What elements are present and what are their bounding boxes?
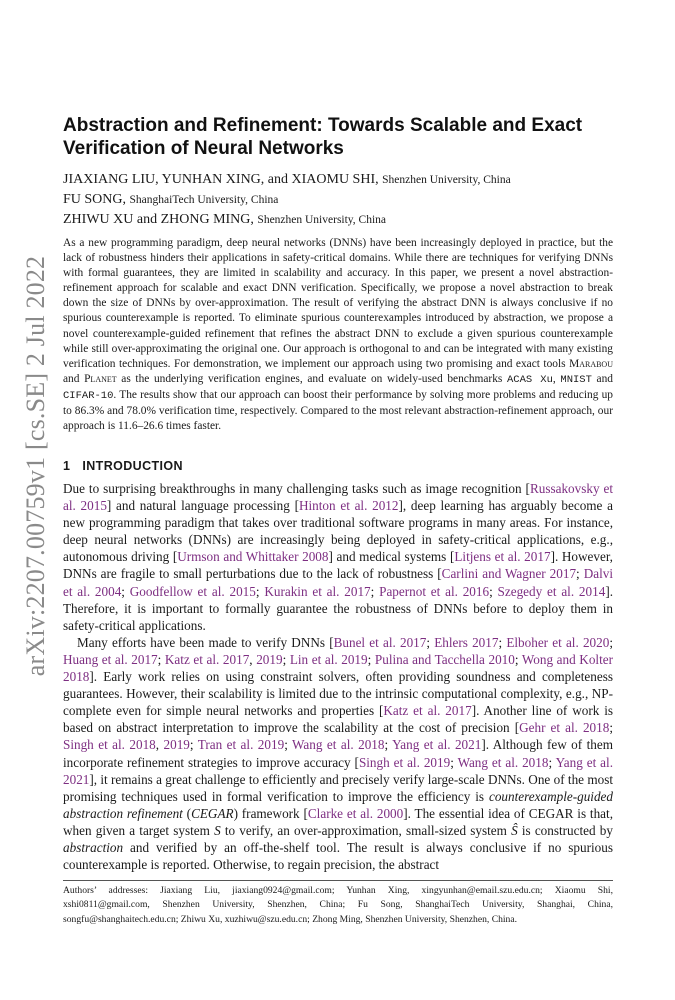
abstract-text: and: [63, 372, 80, 385]
citation-link[interactable]: Dalvi et al. 2004: [63, 566, 613, 599]
paragraph-text: ;: [609, 720, 614, 736]
citation-link[interactable]: Yang et al. 2021: [392, 737, 482, 753]
citation-link[interactable]: Wang et al. 2018: [457, 754, 549, 770]
paragraph-text: ]. Although few of them incorporate refinement strategies to improve accuracy [: [63, 737, 613, 770]
author-block: [63, 170, 623, 230]
abstract: [63, 236, 613, 434]
paragraph-text: ;: [189, 737, 198, 753]
introduction-body: [63, 480, 613, 873]
paragraph-text: ] and natural language processing [: [106, 498, 299, 514]
tool-name: Planet: [84, 372, 117, 385]
paragraph-text: ]. However, DNNs are fragile to small perturbations due to the lack of robustness [: [63, 549, 613, 582]
paragraph-text: ;: [576, 566, 584, 582]
paragraph-text: ;: [255, 583, 265, 599]
benchmark-name: MNIST: [560, 373, 592, 386]
benchmark-name: CIFAR-10: [63, 389, 114, 402]
abstract-text: As a new programming paradigm, deep neural networks (DNNs) have been increasingly deployed in practice, but the lack of robustness hinders their applications in safety-critical domains. While there are techniques for verifying DNNs with formal guarantees, they are limited in scalability and accuracy. In this paper, we present a novel abstraction-refinement approach for scalable and exact DNN verification. Specifically, we propose a novel abstraction to break down the size of DNNs by over-approximation. The result of verifying the abstract DNN is always conclusive if no spurious counterexample is reported. To eliminate spurious counterexamples introduced by abstraction, we propose a novel counterexample-guided refinement that refines the abstract DNN to exclude a given spurious counterexample while still over-approximating the original one. Our approach is orthogonal to and can be integrated with many existing verification techniques. For demonstration, we implement our approach using two promising and exact tools: [63, 237, 613, 370]
paragraph-text: ]. Therefore, it is important to formally guarantee the robustness of DNNs before to deploy them in safety-critical applications.: [63, 583, 614, 633]
citation-link[interactable]: Singh et al. 2018: [63, 737, 156, 753]
footnote-divider: [63, 880, 613, 881]
section-title: INTRODUCTION: [82, 459, 183, 473]
abstract-text: and: [596, 372, 613, 385]
citation-link[interactable]: Papernot et al. 2016: [379, 583, 490, 599]
author-affiliation: ShanghaiTech University, China: [129, 194, 279, 206]
citation-link[interactable]: Szegedy et al. 2014: [497, 583, 606, 599]
paragraph-text: ;: [157, 651, 165, 667]
paragraph: [63, 480, 613, 634]
abstract-text: as the underlying verification engines, and evaluate on widely-used benchmarks: [121, 372, 503, 385]
author-affiliation: Shenzhen University, China: [382, 174, 511, 186]
citation-link[interactable]: Katz et al. 2017: [164, 651, 250, 667]
author-line: [63, 210, 623, 230]
arxiv-stamp-text: arXiv:2207.00759v1 [cs.SE] 2 Jul 2022: [21, 255, 50, 677]
citation-link[interactable]: Huang et al. 2017: [63, 651, 158, 667]
citation-link[interactable]: Ehlers 2017: [434, 634, 499, 650]
citation-link[interactable]: Bunel et al. 2017: [333, 634, 427, 650]
author-affiliation: Shenzhen University, China: [257, 214, 387, 226]
paragraph: [63, 634, 613, 873]
paragraph-text: CEGAR: [191, 805, 234, 821]
paragraph-text: ,: [155, 737, 164, 753]
citation-link[interactable]: Lin et al. 2019: [289, 651, 368, 667]
citation-link[interactable]: 2019: [163, 737, 190, 753]
paragraph-text: is constructed by: [517, 822, 613, 838]
paragraph-text: to verify, an over-approximation, small-sized system: [220, 822, 512, 838]
citation-link[interactable]: Katz et al. 2017: [383, 703, 472, 719]
benchmark-name: ACAS Xu: [507, 373, 553, 386]
citation-link[interactable]: Kurakin et al. 2017: [264, 583, 371, 599]
citation-link[interactable]: Pulina and Tacchella 2010: [374, 651, 515, 667]
paragraph-text: Many efforts have been made to verify DNNs [: [77, 634, 334, 650]
paragraph-text: ]. The essential idea of CEGAR is that, when given a target system: [63, 805, 613, 838]
author-names: ZHIWU XU and ZHONG MING,: [63, 212, 254, 227]
abstract-text: ,: [552, 372, 556, 385]
paragraph-text: ,: [249, 651, 257, 667]
citation-link[interactable]: Urmson and Whittaker 2008: [177, 549, 329, 565]
paragraph-text: ], deep learning has arguably become a new programming paradigm that takes over traditional software programs in many areas. For instance, deep neural networks (DNNs) are increasingly being deployed in safety-critical applications, e.g., autonomous driving [: [63, 498, 613, 565]
paragraph-text: ) framework [: [233, 805, 308, 821]
paragraph-text: ;: [367, 651, 375, 667]
paragraph-text: (: [182, 805, 192, 821]
paragraph-text: ;: [548, 754, 556, 770]
citation-link[interactable]: Russakovsky et al. 2015: [63, 481, 613, 514]
paragraph-text: ;: [426, 634, 435, 650]
citation-link[interactable]: Litjens et al. 2017: [454, 549, 551, 565]
author-names: FU SONG,: [63, 192, 127, 207]
paragraph-text: ;: [498, 634, 507, 650]
author-line: [63, 170, 623, 190]
paragraph-text: ;: [370, 583, 380, 599]
abstract-text: . The results show that our approach can boost their performance by solving more problems and reducing up to 86.3% and 78.0% verification time, respectively. Compared to the most relevant abstraction-refinement approach, our approach is 11.6–26.6 times faster.: [63, 388, 613, 433]
paragraph-text: ], it remains a great challenge to efficiently and precisely verify large-scale DNNs. One of the most promising techniques used in formal verification to improve the efficiency is: [63, 771, 613, 804]
citation-link[interactable]: Elboher et al. 2020: [506, 634, 610, 650]
paragraph-text: ]. Another line of work is based on abstract interpretation to improve the scalability at the cost of precision [: [63, 703, 613, 736]
paragraph-text: ] and medical systems [: [328, 549, 455, 565]
author-line: [63, 190, 623, 210]
paragraph-text: Due to surprising breakthroughs in many challenging tasks such as image recognition [: [63, 481, 530, 496]
paragraph-text: abstraction: [63, 839, 124, 855]
paragraph-text: Ŝ: [511, 822, 518, 838]
citation-link[interactable]: Wong and Kolter 2018: [63, 651, 613, 685]
paragraph-text: ]. Early work relies on using constraint solvers, often providing soundness and completeness guarantees. However, their scalability is limited due to the intrinsic computational complexity, e.g., NP-complete even for simple neural networks and properties [: [63, 669, 613, 719]
author-names: JIAXIANG LIU, YUNHAN XING, and XIAOMU SHI,: [63, 172, 379, 187]
citation-link[interactable]: Goodfellow et al. 2015: [129, 583, 256, 599]
section-heading: [63, 459, 183, 473]
citation-link[interactable]: Wang et al. 2018: [292, 737, 385, 753]
paragraph-text: and verified by an off-the-shelf tool. The result is always conclusive if no spurious counterexample is reported. Otherwise, to regain precision, the abstract: [63, 839, 613, 873]
paragraph-text: ;: [384, 737, 393, 753]
citation-link[interactable]: Hinton et al. 2012: [298, 498, 399, 514]
paragraph-text: ;: [282, 651, 290, 667]
citation-link[interactable]: Singh et al. 2019: [358, 754, 451, 770]
paragraph-text: ;: [514, 651, 522, 667]
paragraph-text: ;: [284, 737, 293, 753]
citation-link[interactable]: Tran et al. 2019: [197, 737, 285, 753]
paragraph-text: counterexample-guided abstraction refinement: [63, 788, 613, 821]
tool-name: Marabou: [569, 357, 613, 370]
paragraph-text: ;: [450, 754, 458, 770]
citation-link[interactable]: Carlini and Wagner 2017: [441, 566, 577, 582]
paragraph-text: ;: [609, 634, 613, 650]
paragraph-text: ;: [121, 583, 130, 599]
citation-link[interactable]: Yang et al. 2021: [63, 754, 613, 787]
authors-addresses-footnote: Authors’ addresses: Jiaxiang Liu, jiaxiang0924@gmail.com; Yunhan Xing, xingyunhan@email.szu.edu.cn; Xiaomu Shi, xshi0811@gmail.com, Shenzhen University, Shenzhen, China; Fu Song, ShanghaiTech University, Shanghai, China, songfu@shanghaitech.edu.cn; Zhiwu Xu, xuzhiwu@szu.edu.cn; Zhong Ming, Shenzhen University, Shenzhen, China.: [63, 885, 613, 925]
paragraph-text: S: [214, 822, 221, 838]
paper-title: Abstraction and Refinement: Towards Scalable and Exact Verification of Neural Networks: [63, 115, 583, 159]
citation-link[interactable]: Gehr et al. 2018: [519, 720, 610, 736]
section-number: 1: [63, 459, 71, 473]
citation-link[interactable]: Clarke et al. 2000: [307, 805, 404, 821]
paragraph-text: ;: [489, 583, 498, 599]
citation-link[interactable]: 2019: [256, 651, 283, 667]
arxiv-stamp: [16, 216, 56, 716]
